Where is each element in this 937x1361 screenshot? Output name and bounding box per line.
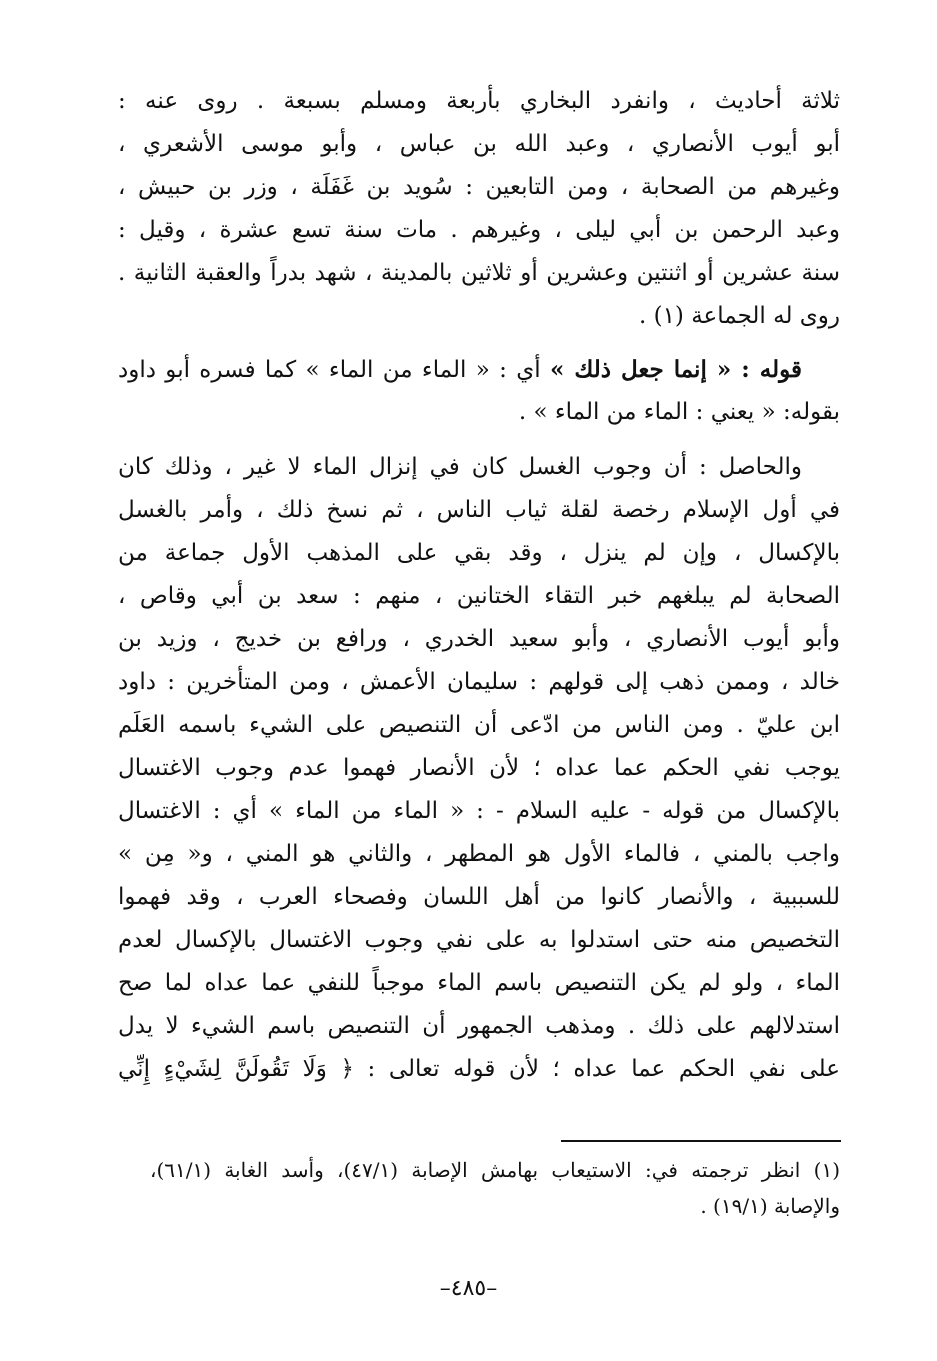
paragraph-summary [118, 446, 840, 1091]
text-line: الصحابة لم يبلغهم خبر التقاء الختانين ، منهم : سعد بن أبي وقاص ، [118, 583, 840, 609]
text-line [118, 348, 840, 391]
text-line: بالإكسال ، وإن لم ينزل ، وقد بقي على المذهب الأول جماعة من [118, 540, 840, 566]
text-line: بالإكسال من قوله - عليه السلام - : « الماء من الماء » أي : الاغتسال [118, 798, 840, 824]
text-line: سنة عشرين أو اثنتين وعشرين أو ثلاثين بالمدينة ، شهد بدراً والعقبة الثانية . [118, 260, 840, 286]
page-number: –٤٨٥– [439, 1276, 498, 1301]
footnote [150, 1152, 840, 1224]
quoted-phrase: قوله : « إنما جعل ذلك » [549, 356, 803, 383]
text-line: للسببية ، والأنصار كانوا من أهل اللسان وفصحاء العرب ، وقد فهموا [118, 884, 840, 910]
line-continuation: أي : « الماء من الماء » كما فسره أبو داود [118, 357, 550, 383]
text-line: التخصيص منه حتى استدلوا به على نفي وجوب الاغتسال بالإكسال لعدم [118, 927, 840, 953]
text-line: بقوله: « يعني : الماء من الماء » . [518, 399, 840, 425]
text-line: وعبد الرحمن بن أبي ليلى ، وغيرهم . مات سنة تسع عشرة ، وقيل : [118, 217, 840, 243]
text-line: وغيرهم من الصحابة ، ومن التابعين : سُويد بن غَفَلَة ، وزر بن حبيش ، [118, 174, 840, 200]
text-line: أبو أيوب الأنصاري ، وعبد الله بن عباس ، وأبو موسى الأشعري ، [118, 131, 840, 157]
text-line: يوجب نفي الحكم عما عداه ؛ لأن الأنصار فهموا عدم وجوب الاغتسال [118, 755, 840, 781]
text-line: استدلالهم على ذلك . ومذهب الجمهور أن التنصيص باسم الشيء لا يدل [118, 1013, 840, 1039]
text-line: روى له الجماعة (١) . [638, 303, 840, 329]
text-line: وأبو أيوب الأنصاري ، وأبو سعيد الخدري ، ورافع بن خديج ، وزيد بن [118, 626, 840, 652]
text-line: ابن عليّ . ومن الناس من ادّعى أن التنصيص على الشيء باسمه العَلَم [118, 712, 840, 738]
text-line: على نفي الحكم عما عداه ؛ لأن قوله تعالى : ﴿ وَلَا تَقُولَنَّ لِشَيْءٍ إِنِّي [118, 1056, 840, 1082]
footnote-line: والإصابة (١٩/١) . [700, 1194, 840, 1218]
text-line: ثلاثة أحاديث ، وانفرد البخاري بأربعة ومسلم بسبعة . روى عنه : [118, 88, 840, 114]
text-line: والحاصل : أن وجوب الغسل كان في إنزال الماء لا غير ، وذلك كان [118, 454, 802, 480]
paragraph-biography [118, 80, 840, 338]
footnote-line: (١) انظر ترجمته في: الاستيعاب بهامش الإصابة (٤٧/١)، وأسد الغابة (٦١/١)، [150, 1158, 840, 1182]
text-line: خالد ، وممن ذهب إلى قولهم : سليمان الأعمش ، ومن المتأخرين : داود [118, 669, 840, 695]
paragraph-commentary [118, 348, 840, 434]
text-line: واجب بالمني ، فالماء الأول هو المطهر ، والثاني هو المني ، و« مِن » [118, 841, 840, 867]
footnote-divider [561, 1140, 841, 1142]
text-line: في أول الإسلام رخصة لقلة ثياب الناس ، ثم نسخ ذلك ، وأمر بالغسل [118, 497, 840, 523]
text-line: الماء ، ولو لم يكن التنصيص باسم الماء موجباً للنفي عما عداه لما صح [118, 970, 840, 996]
